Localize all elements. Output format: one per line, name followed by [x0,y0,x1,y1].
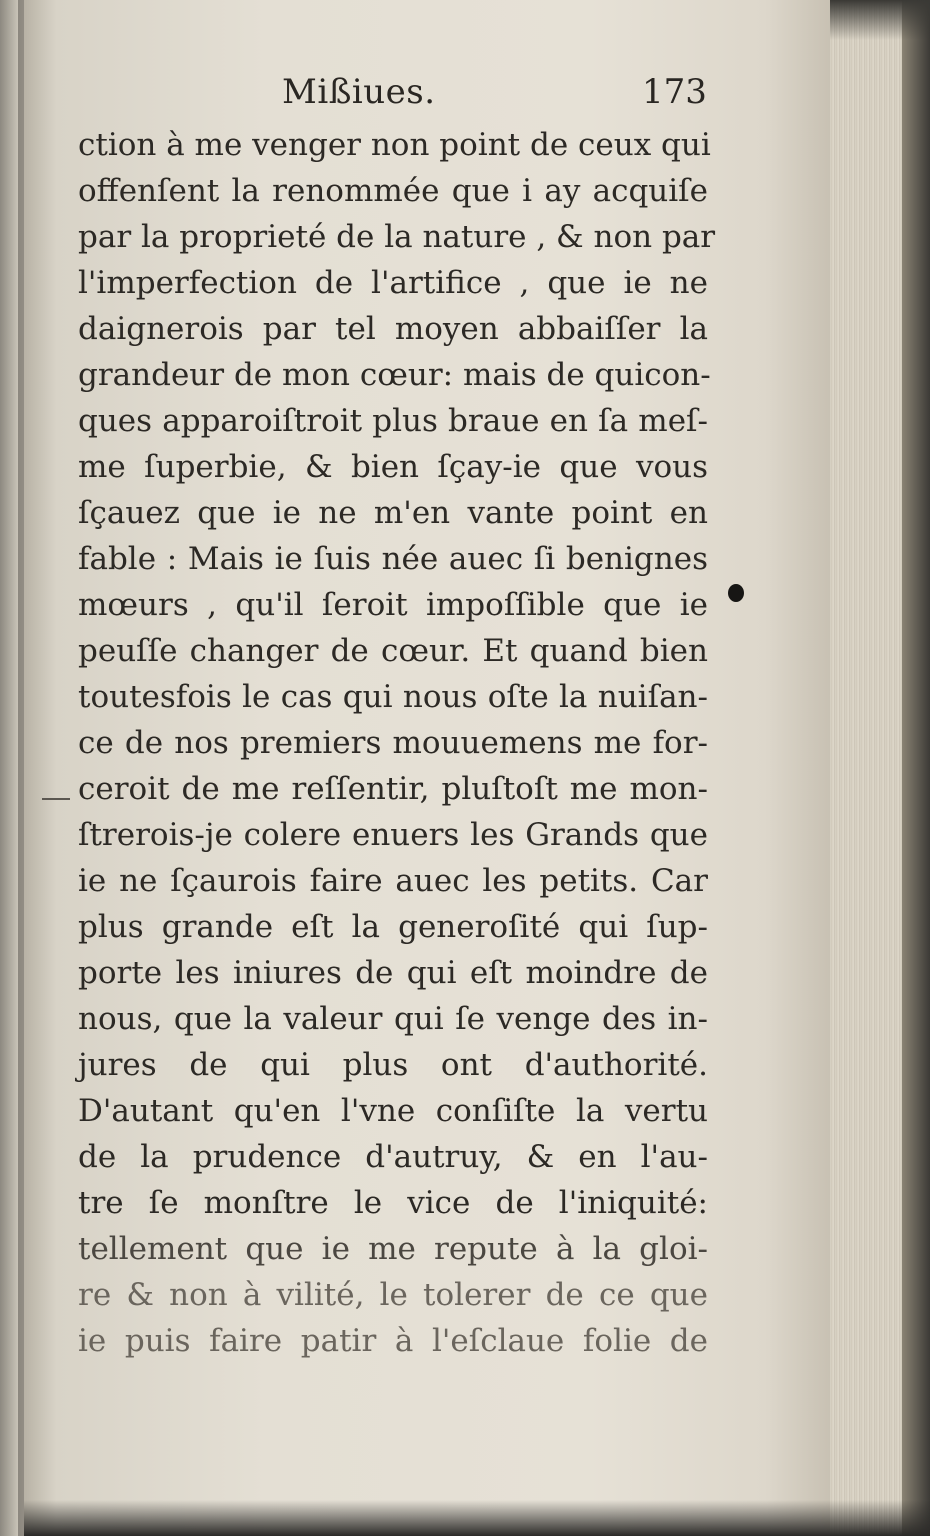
text-line: mœurs , qu'il ſeroit impoſſible que ie [78,587,708,623]
text-line: par la proprieté de la nature , & non par [78,219,716,255]
text-line: ceroit de me reſſentir, pluſtoſt me mon- [78,771,708,807]
text-line: daignerois par tel moyen abbaiſſer la [78,311,708,347]
top-shadow [830,0,930,40]
text-line: ie puis faire patir à l'eſclaue folie de [78,1323,708,1359]
text-line: ſtrerois-je colere enuers les Grands que [78,817,708,853]
text-line: re & non à vilité, le tolerer de ce que [78,1277,708,1313]
text-line: ction à me venger non point de ceux qui [78,127,711,163]
margin-ink-dot [728,584,744,602]
text-line: fable : Mais ie ſuis née auec ſi benignes [78,541,708,577]
bottom-shadow [24,1500,930,1536]
text-line: D'autant qu'en l'vne conſiſte la vertu [78,1093,708,1129]
text-line: ce de nos premiers mouuemens me for- [78,725,708,761]
text-line: jures de qui plus ont d'authorité. [78,1047,708,1083]
text-line: ie ne ſçaurois faire auec les petits. Car [78,863,708,899]
body-text [78,122,716,1364]
text-line: toutesfois le cas qui nous oſte la nuiſan- [78,679,708,715]
text-line: nous, que la valeur qui ſe venge des in- [78,1001,708,1037]
text-line: ques apparoiſtroit plus braue en ſa meſ- [78,403,708,439]
text-line: l'imperfection de l'artifice , que ie ne [78,265,708,301]
page-number: 173 [642,72,707,112]
text-line: grandeur de mon cœur: mais de quicon- [78,357,711,393]
text-line: peuſſe changer de cœur. Et quand bien [78,633,708,669]
text-line: offenſent la renommée que i ay acquiſe [78,173,708,209]
text-line: ſçauez que ie ne m'en vante point en [78,495,708,531]
page-edges [830,0,930,1536]
text-line: me ſuperbie, & bien ſçay-ie que vous [78,449,708,485]
margin-ink-dash [42,798,70,800]
text-line: tre ſe monſtre le vice de l'iniquité: [78,1185,708,1221]
running-head: Mißiues. [282,72,436,112]
text-line: tellement que ie me repute à la gloi- [78,1231,708,1267]
book-binding [902,0,930,1536]
text-line: plus grande eſt la generoſité qui ſup- [78,909,708,945]
text-line: de la prudence d'autruy, & en l'au- [78,1139,708,1175]
text-line: porte les iniures de qui eſt moindre de [78,955,708,991]
